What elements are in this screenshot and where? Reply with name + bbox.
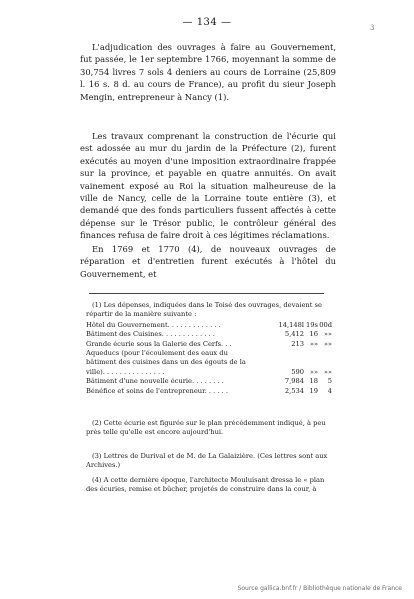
ledger-amount: 213 [291,339,304,348]
ledger-label: Bâtiment des Cuisines. . . . . . . . . . . . . [86,330,215,339]
ledger-sols: »» [309,367,318,376]
ledger-amount: 7,984 [284,377,304,386]
ledger-deniers: »» [323,330,332,339]
paragraph-adjudication [80,41,336,103]
footnote-3-text: (3) Lettres de Durival et de M. de La Galaizière. (Ces lettres sont aux Archives.) [86,452,328,470]
ledger-label: Bénéfice et soins de l'entrepreneur. . . . . . [86,386,228,395]
paragraph-travaux [80,130,336,242]
corner-mark: 3 [370,24,375,32]
footnote-2-text: (2) Cette écurie est figurée sur le plan précédemment indiqué, à peu près telle qu'elle est encore aujourd'hui. [86,419,326,437]
source-credit: Source gallica.bnf.fr / Bibliothèque nationale de France [237,585,402,592]
ledger-row [86,340,332,349]
ledger-label: Grande écurie sous la Galerie des Cerfs. . . [86,339,232,348]
ledger-label: Hôtel du Gouvernement. . . . . . . . . . . . . [86,320,221,329]
ledger-row [86,330,332,339]
footnote-4-text: (4) A cette dernière époque, l'architecte Mouluisant dressa le « plan des écuries, remise et bûcher, projetés de construire dans la cour, à [86,476,325,494]
footnote-4 [86,476,332,495]
ledger-sols: 19s [306,320,318,329]
ledger-sols: 16 [309,330,318,339]
ledger-amount: 5,412 [284,330,304,339]
ledger-sols: 19 [309,386,318,395]
ledger-row [86,387,332,396]
footnote-divider [89,293,324,294]
ledger-deniers: 00d [319,320,332,329]
expense-ledger [86,321,332,396]
ledger-row [86,349,332,377]
ledger-sols: 18 [309,377,318,386]
footnote-1 [86,301,332,396]
ledger-amount: 2,534 [284,386,304,395]
footnote-2 [86,419,332,438]
paragraph-text: L'adjudication des ouvrages à faire au Gouvernement, fut passée, le 1er septembre 1766, moyennant la somme de 30,754 livres 7 sols 4 deniers au cours de Lorraine (25,809 l. 16 s. 8 d. au cours de France), au profit du sieur Joseph Mengin, entrepreneur à Nancy (1). [80,42,336,102]
ledger-amount: 590 [291,367,304,376]
ledger-row [86,377,332,386]
ledger-amount: 14,148l [278,320,304,329]
footnote-1-intro: (1) Les dépenses, indiquées dans le Toisé des ouvrages, devaient se répartir de la manière suivante : [86,301,322,319]
ledger-deniers: »» [323,367,332,376]
paragraph-1769 [80,243,336,280]
ledger-row [86,321,332,330]
ledger-deniers: 5 [327,377,332,386]
page-number: — 134 — [182,17,232,28]
ledger-label: Aqueducs (pour l'écoulement des eaux du bâtiment des cuisines dans un des égouts de la ville). . . . . . . . . . . . . . . [86,349,246,376]
ledger-sols: »» [309,339,318,348]
ledger-label: Bâtiment d'une nouvelle écurie. . . . . . . . [86,377,224,386]
paragraph-text: Les travaux comprenant la construction de l'écurie qui est adossée au mur du jardin de la Préfecture (2), furent exécutés au moyen d'une imposition extraordinaire frappée sur la province, et payable en quatre annuités. On avait vainement exposé au Roi la situation malheureuse de la ville de Nancy, celle de la Lorraine toute entière (3), et demandé que des fonds particuliers fussent affectés à cette dépense sur le Trésor public, le contrôleur général des finances refusa de faire droit à ces légitimes réclamations. [80,131,336,241]
ledger-deniers: »» [323,339,332,348]
footnote-3 [86,452,332,471]
paragraph-text: En 1769 et 1770 (4), de nouveaux ouvrages de réparation et d'entretien furent exécutés à l'hôtel du Gouvernement, et [80,244,336,279]
ledger-deniers: 4 [327,386,332,395]
